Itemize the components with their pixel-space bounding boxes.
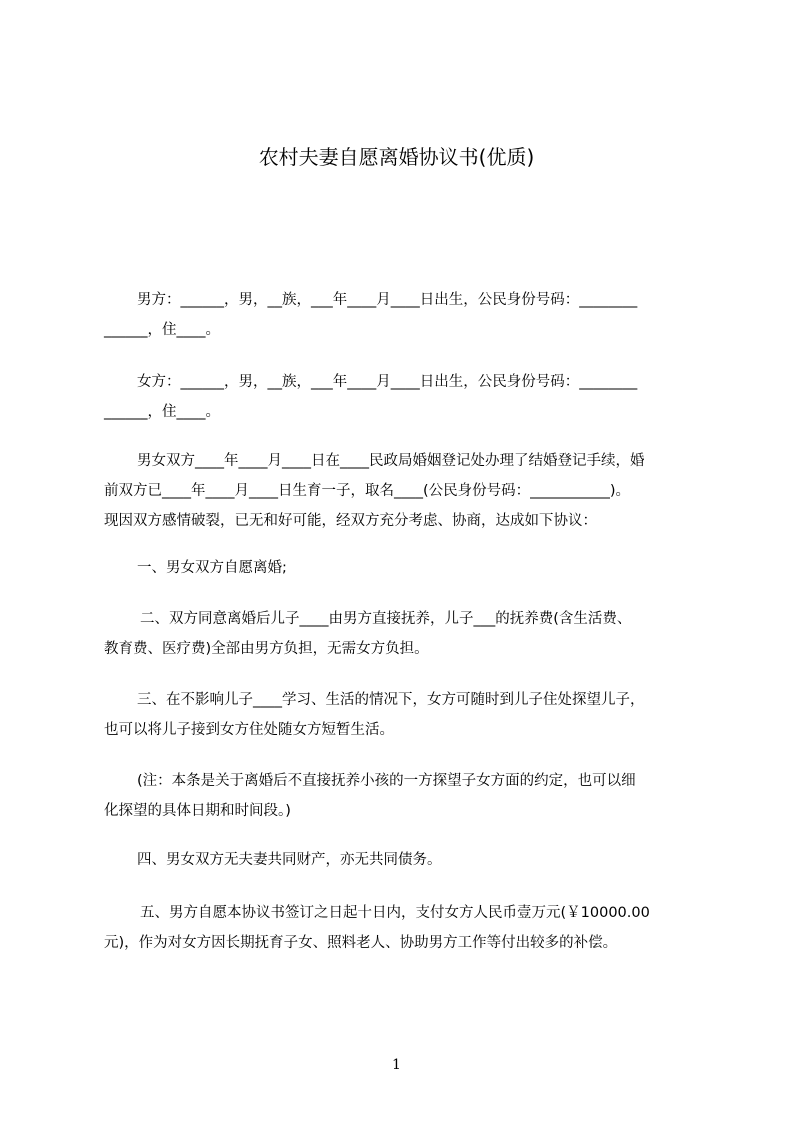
text-line: 也可以将儿子接到女方住处随女方短暂生活。 bbox=[104, 722, 394, 738]
text-line: 男方：______，男，__族，___年____月____日出生，公民身份号码：________ bbox=[137, 292, 638, 308]
text-line: 五、男方自愿本协议书签订之日起十日内，支付女方人民币壹万元(￥10000.00 bbox=[140, 905, 650, 921]
text-line: 元)，作为对女方因长期抚育子女、照料老人、协助男方工作等付出较多的补偿。 bbox=[104, 935, 618, 951]
page-number: 1 bbox=[392, 1057, 401, 1073]
text-line: 三、在不影响儿子____学习、生活的情况下，女方可随时到儿子住处探望儿子， bbox=[137, 692, 645, 708]
text-line: 二、双方同意离婚后儿子____由男方直接抚养，儿子___的抚养费(含生活费、 bbox=[140, 611, 632, 627]
text-line: ______，住____。 bbox=[104, 404, 220, 420]
clause-2 bbox=[104, 604, 700, 664]
clause-1 bbox=[104, 553, 700, 583]
clause-5 bbox=[104, 898, 700, 958]
clause-3 bbox=[104, 685, 700, 745]
clause-4 bbox=[104, 845, 700, 875]
text-line: 男女双方____年____月____日在____民政局婚姻登记处办理了结婚登记手续，婚 bbox=[137, 453, 645, 469]
text-line: ______，住____。 bbox=[104, 322, 220, 338]
note-paragraph bbox=[104, 766, 700, 826]
text-line: 四、男女双方无夫妻共同财产，亦无共同债务。 bbox=[137, 852, 442, 868]
text-line: 一、男女双方自愿离婚; bbox=[137, 560, 287, 576]
text-line: 女方：______，男，__族，___年____月____日出生，公民身份号码：________ bbox=[137, 374, 638, 390]
document-title: 农村夫妻自愿离婚协议书(优质) bbox=[258, 145, 535, 169]
paragraph-intro bbox=[104, 446, 700, 536]
paragraph-woman bbox=[104, 367, 700, 427]
text-line: (注：本条是关于离婚后不直接抚养小孩的一方探望子女方面的约定，也可以细 bbox=[137, 773, 636, 789]
text-line: 化探望的具体日期和时间段。) bbox=[104, 803, 291, 819]
text-line: 教育费、医疗费)全部由男方负担，无需女方负担。 bbox=[104, 641, 429, 657]
paragraph-man bbox=[104, 285, 700, 345]
text-line: 前双方已____年____月____日生育一子，取名____(公民身份号码：___________)。 bbox=[104, 483, 631, 499]
text-line: 现因双方感情破裂，已无和好可能，经双方充分考虑、协商，达成如下协议： bbox=[104, 513, 597, 529]
